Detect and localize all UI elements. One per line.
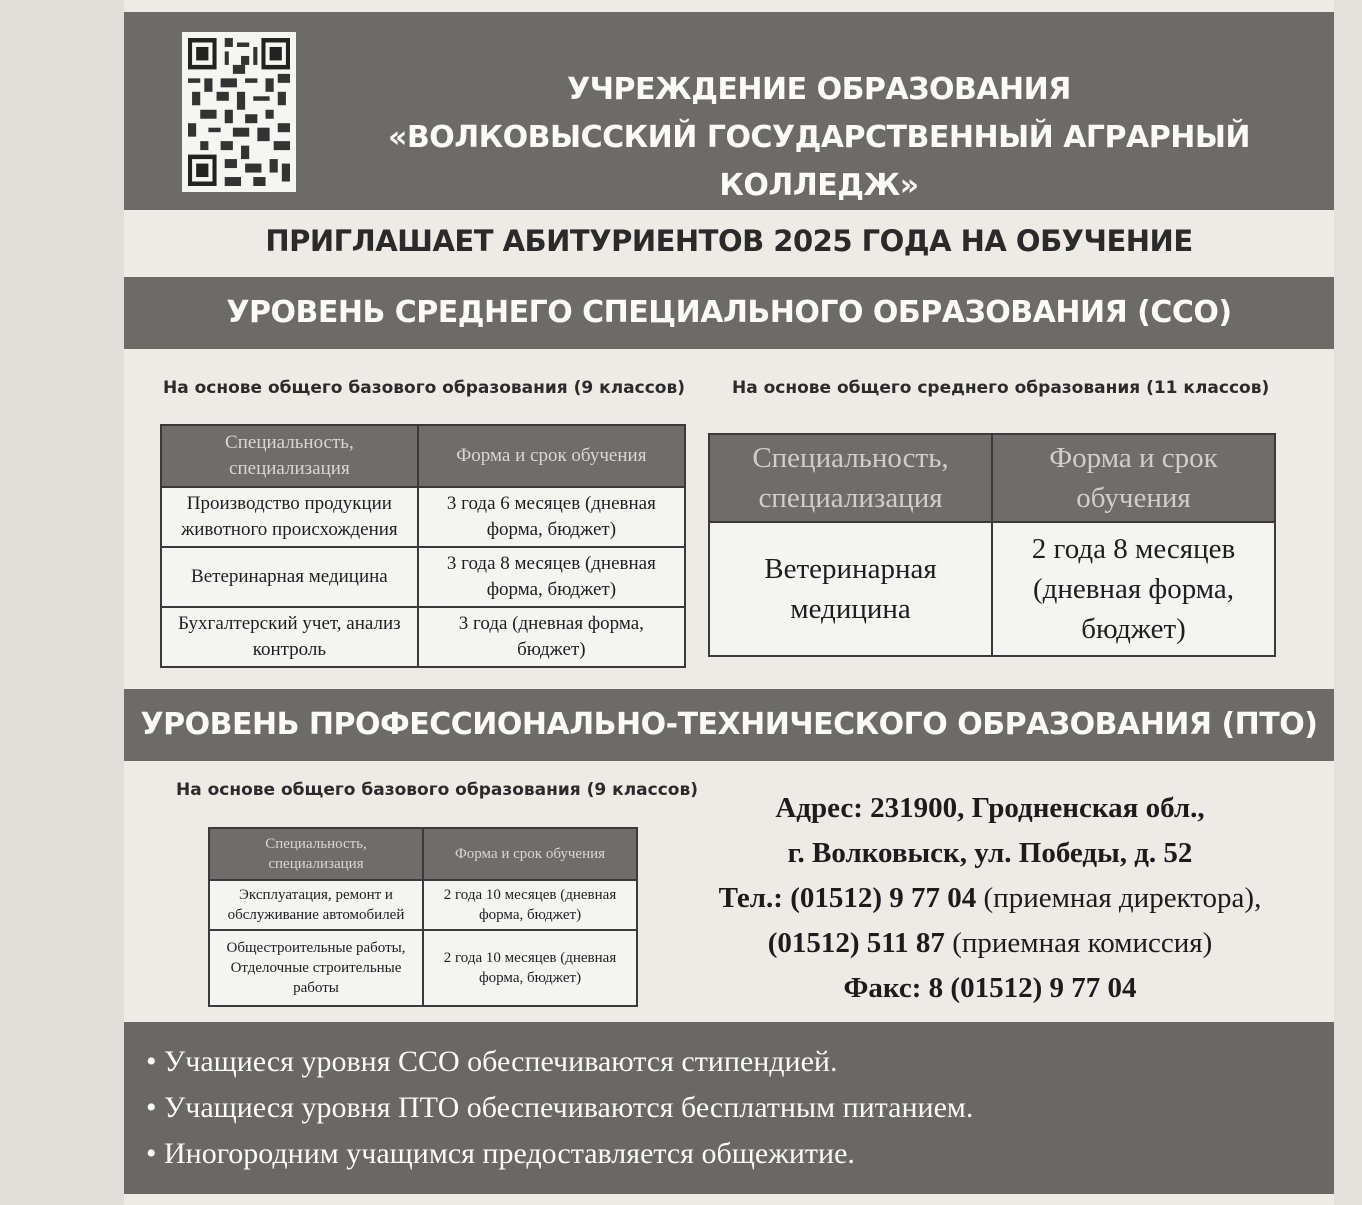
cell-specialty: Эксплуатация, ремонт и обслуживание автомобилей [209,880,423,930]
address-line2: г. Волковыск, ул. Победы, д. 52 [787,837,1193,869]
table-row [209,930,637,1006]
table-header-row [209,828,637,880]
cell-specialty: Ветеринарная медицина [709,522,992,656]
college-title [324,66,1314,210]
cell-form: 2 года 10 месяцев (дневная форма, бюджет) [423,930,637,1006]
benefits-band [124,1022,1334,1194]
sso-level-band: УРОВЕНЬ СРЕДНЕГО СПЕЦИАЛЬНОГО ОБРАЗОВАНИЯ (ССО) [124,277,1334,349]
table-row [161,607,685,667]
sso-secondary-subhead: На основе общего среднего образования (11 классов) [732,378,1270,398]
cell-form: 3 года 8 месяцев (дневная форма, бюджет) [418,547,685,607]
benefit-item: • Иногородним учащимся предоставляется общежитие. [146,1137,855,1170]
pto-subhead: На основе общего базового образования (9 классов) [176,780,698,800]
qr-code [182,32,296,192]
column-header-form: Форма и срок обучения [423,828,637,880]
benefit-item: • Учащиеся уровня ССО обеспечиваются стипендией. [146,1045,838,1078]
sso-basic-subhead: На основе общего базового образования (9 классов) [163,378,685,398]
sso-basic-table [160,424,686,668]
cell-form: 3 года 6 месяцев (дневная форма, бюджет) [418,487,685,547]
table-row [161,487,685,547]
benefit-item: • Учащиеся уровня ПТО обеспечиваются бесплатным питанием. [146,1091,974,1124]
phone-admissions-note: (приемная комиссия) [952,927,1213,959]
cell-form: 2 года 10 месяцев (дневная форма, бюджет) [423,880,637,930]
column-header-specialty: Специальность, специализация [209,828,423,880]
table-row [709,522,1275,656]
fax-line: Факс: 8 (01512) 9 77 04 [843,972,1137,1004]
college-title-line1: УЧРЕЖДЕНИЕ ОБРАЗОВАНИЯ [567,72,1071,107]
newspaper-background-right [1334,0,1362,1205]
phone-director-note: (приемная директора), [983,882,1262,914]
header-band [124,12,1334,210]
invite-headline: ПРИГЛАШАЕТ АБИТУРИЕНТОВ 2025 ГОДА НА ОБУЧЕНИЕ [265,224,1193,258]
cell-specialty: Ветеринарная медицина [161,547,418,607]
table-header-row [161,425,685,487]
table-row [161,547,685,607]
column-header-form: Форма и срок обучения [418,425,685,487]
column-header-specialty: Специальность, специализация [709,434,992,522]
phone-director: Тел.: (01512) 9 77 04 [718,882,977,914]
cell-form: 2 года 8 месяцев (дневная форма, бюджет) [992,522,1275,656]
pto-level-band: УРОВЕНЬ ПРОФЕССИОНАЛЬНО-ТЕХНИЧЕСКОГО ОБРАЗОВАНИЯ (ПТО) [124,689,1334,761]
phone-line1 [700,876,1280,921]
newspaper-background-left [0,0,124,1205]
table-header-row [709,434,1275,522]
phone-line2 [700,921,1280,966]
table-row [209,880,637,930]
college-title-line2: «ВОЛКОВЫССКИЙ ГОСУДАРСТВЕННЫЙ АГРАРНЫЙ КОЛЛЕДЖ» [387,120,1251,203]
contact-block [700,786,1280,1011]
qr-code-graphic [188,38,290,186]
pto-table [208,827,638,1007]
cell-form: 3 года (дневная форма, бюджет) [418,607,685,667]
cell-specialty: Производство продукции животного происхождения [161,487,418,547]
cell-specialty: Бухгалтерский учет, анализ контроль [161,607,418,667]
column-header-specialty: Специальность, специализация [161,425,418,487]
cell-specialty: Общестроительные работы, Отделочные строительные работы [209,930,423,1006]
address-line1: Адрес: 231900, Гродненская обл., [775,792,1205,824]
phone-admissions: (01512) 511 87 [767,927,945,959]
sso-secondary-table [708,433,1276,657]
column-header-form: Форма и срок обучения [992,434,1275,522]
